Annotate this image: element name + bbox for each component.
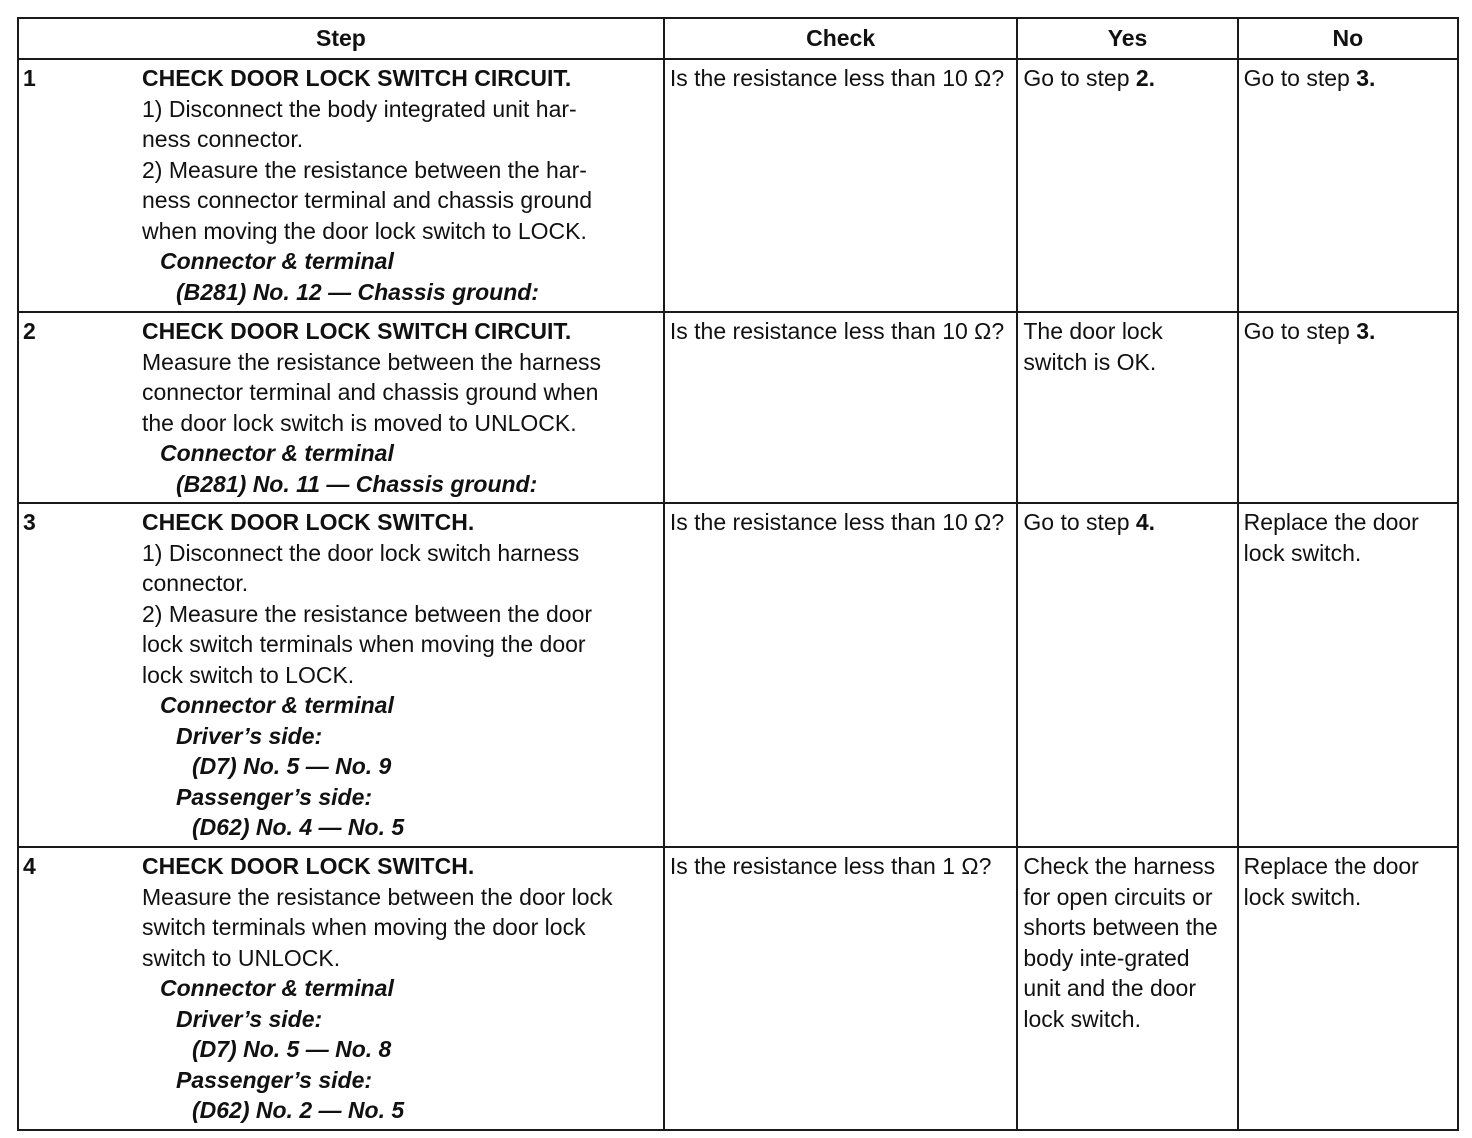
header-row: [18, 18, 1458, 59]
driver-side-label: Driver’s side:: [176, 1005, 323, 1032]
no-cell: [1238, 59, 1458, 312]
table-row: [18, 847, 1458, 1130]
connector-heading: Connector & terminal: [160, 248, 394, 274]
yes-cell: [1017, 59, 1237, 312]
instruction-line: 2) Measure the resistance between the door: [142, 600, 593, 627]
instruction-line: when moving the door lock switch to LOCK.: [142, 217, 587, 244]
instruction-line: the door lock switch is moved to UNLOCK.: [142, 409, 577, 436]
connector-heading: Connector & terminal: [160, 692, 394, 718]
step-cell: [18, 59, 664, 312]
step-cell: [18, 312, 664, 503]
step-title: CHECK DOOR LOCK SWITCH CIRCUIT.: [142, 318, 572, 344]
check-cell: Is the resistance less than 10 Ω?: [664, 312, 1017, 503]
connector-line: (B281) No. 11 — Chassis ground:: [176, 470, 538, 497]
instruction-line: ness connector.: [142, 126, 304, 152]
header-check: Check: [664, 18, 1017, 59]
instruction-line: Measure the resistance between the harness: [142, 348, 601, 375]
header-no: No: [1238, 18, 1458, 59]
no-cell: Replace the door lock switch.: [1238, 503, 1458, 847]
step-number: 2: [23, 318, 36, 344]
check-cell: Is the resistance less than 1 Ω?: [664, 847, 1017, 1130]
yes-text: Go to step: [1023, 509, 1136, 535]
step-number: 3: [23, 509, 36, 535]
instruction-line: switch to UNLOCK.: [142, 944, 341, 971]
step-cell: [18, 847, 664, 1130]
instruction-line: 1) Disconnect the door lock switch harness: [142, 539, 580, 566]
no-text: Go to step: [1243, 318, 1357, 344]
check-cell: Is the resistance less than 10 Ω?: [664, 59, 1017, 312]
yes-cell: [1017, 503, 1237, 847]
check-cell: Is the resistance less than 10 Ω?: [664, 503, 1017, 847]
table-row: [18, 59, 1458, 312]
no-step-ref: 3.: [1356, 318, 1376, 344]
instruction-line: Measure the resistance between the door lock: [142, 883, 613, 910]
passenger-side-label: Passenger’s side:: [176, 783, 373, 810]
driver-side-value: (D7) No. 5 — No. 8: [192, 1036, 392, 1062]
yes-cell: The door lock switch is OK.: [1017, 312, 1237, 503]
step-cell: [18, 503, 664, 847]
header-step: Step: [18, 18, 664, 59]
instruction-line: connector terminal and chassis ground when: [142, 379, 599, 405]
instruction-line: connector.: [142, 570, 249, 596]
connector-heading: Connector & terminal: [160, 975, 394, 1001]
no-cell: Replace the door lock switch.: [1238, 847, 1458, 1130]
instruction-line: lock switch to LOCK.: [142, 661, 355, 688]
no-text: Go to step: [1243, 65, 1357, 91]
table-row: [18, 503, 1458, 847]
instruction-line: switch terminals when moving the door lock: [142, 914, 586, 940]
driver-side-value: (D7) No. 5 — No. 9: [192, 753, 392, 779]
yes-step-ref: 4.: [1135, 509, 1156, 535]
step-number: 1: [23, 65, 36, 91]
connector-heading: Connector & terminal: [160, 440, 394, 466]
connector-line: (B281) No. 12 — Chassis ground:: [176, 278, 539, 305]
yes-cell: Check the harness for open circuits or shorts between the body inte-grated unit and the door lock switch.: [1017, 847, 1237, 1130]
header-yes: Yes: [1017, 18, 1237, 59]
table-row: [18, 312, 1458, 503]
instruction-line: lock switch terminals when moving the door: [142, 631, 586, 657]
driver-side-label: Driver’s side:: [176, 722, 323, 749]
no-cell: [1238, 312, 1458, 503]
step-title: CHECK DOOR LOCK SWITCH.: [142, 853, 475, 879]
instruction-line: 2) Measure the resistance between the har-: [142, 156, 587, 183]
step-title: CHECK DOOR LOCK SWITCH.: [142, 509, 475, 535]
passenger-side-value: (D62) No. 4 — No. 5: [192, 814, 405, 840]
passenger-side-label: Passenger’s side:: [176, 1066, 373, 1093]
yes-text: Go to step: [1023, 65, 1136, 91]
diagnostic-table: [17, 17, 1459, 1131]
step-number: 4: [23, 853, 36, 879]
passenger-side-value: (D62) No. 2 — No. 5: [192, 1097, 405, 1123]
instruction-line: ness connector terminal and chassis ground: [142, 187, 593, 213]
instruction-line: 1) Disconnect the body integrated unit har-: [142, 95, 577, 122]
yes-step-ref: 2.: [1135, 65, 1156, 91]
no-step-ref: 3.: [1356, 65, 1376, 91]
step-title: CHECK DOOR LOCK SWITCH CIRCUIT.: [142, 65, 572, 91]
